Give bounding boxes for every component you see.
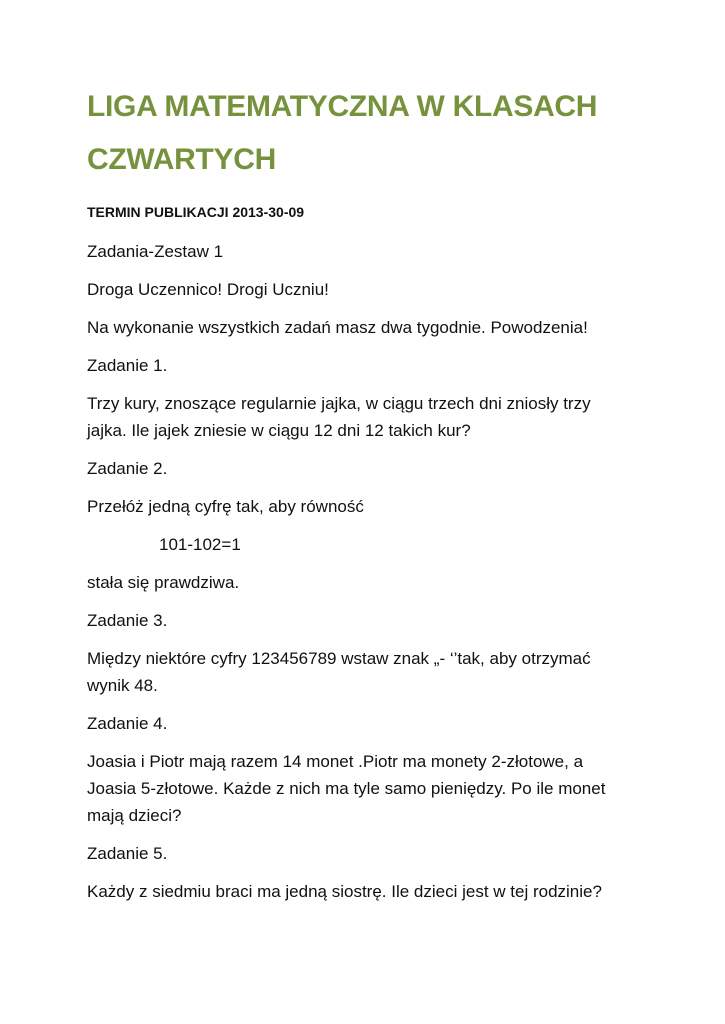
task-4-line-2: Joasia 5-złotowe. Każde z nich ma tyle samo pieniędzy. Po ile monet [87, 779, 606, 798]
intro-text: Na wykonanie wszystkich zadań masz dwa tygodnie. Powodzenia! [87, 318, 588, 337]
task-1-heading: Zadanie 1. [87, 356, 168, 375]
task-3-line-1: Między niektóre cyfry 123456789 wstaw znak „- ‘’tak, aby otrzymać [87, 649, 591, 668]
document-title [87, 80, 647, 186]
task-4-text [87, 748, 647, 829]
task-2-heading: Zadanie 2. [87, 459, 168, 478]
task-3-line-2: wynik 48. [87, 676, 158, 695]
document-body [87, 80, 647, 905]
title-line-1: LIGA MATEMATYCZNA W KLASACH [87, 90, 598, 123]
task-2-outro: stała się prawdziwa. [87, 573, 240, 592]
task-4-line-3: mają dzieci? [87, 806, 182, 825]
task-4-heading: Zadanie 4. [87, 714, 168, 733]
task-5-heading: Zadanie 5. [87, 844, 168, 863]
task-5-text [87, 878, 647, 905]
task-3-text [87, 645, 647, 699]
task-3-heading: Zadanie 3. [87, 611, 168, 630]
task-2-equation: 101-102=1 [159, 535, 241, 554]
publication-term: TERMIN PUBLIKACJI 2013-30-09 [87, 204, 305, 220]
task-1-line-2: jajka. Ile jajek zniesie w ciągu 12 dni 12 takich kur? [87, 421, 471, 440]
greeting: Droga Uczennico! Drogi Uczniu! [87, 280, 329, 299]
task-2-intro: Przełóż jedną cyfrę tak, aby równość [87, 497, 364, 516]
set-label: Zadania-Zestaw 1 [87, 242, 224, 261]
task-4-line-1: Joasia i Piotr mają razem 14 monet .Piotr ma monety 2-złotowe, a [87, 752, 584, 771]
task-5-line-1: Każdy z siedmiu braci ma jedną siostrę. Ile dzieci jest w tej rodzinie? [87, 882, 602, 901]
task-1-text [87, 390, 647, 444]
task-1-line-1: Trzy kury, znoszące regularnie jajka, w ciągu trzech dni zniosły trzy [87, 394, 591, 413]
title-line-2: CZWARTYCH [87, 143, 276, 176]
